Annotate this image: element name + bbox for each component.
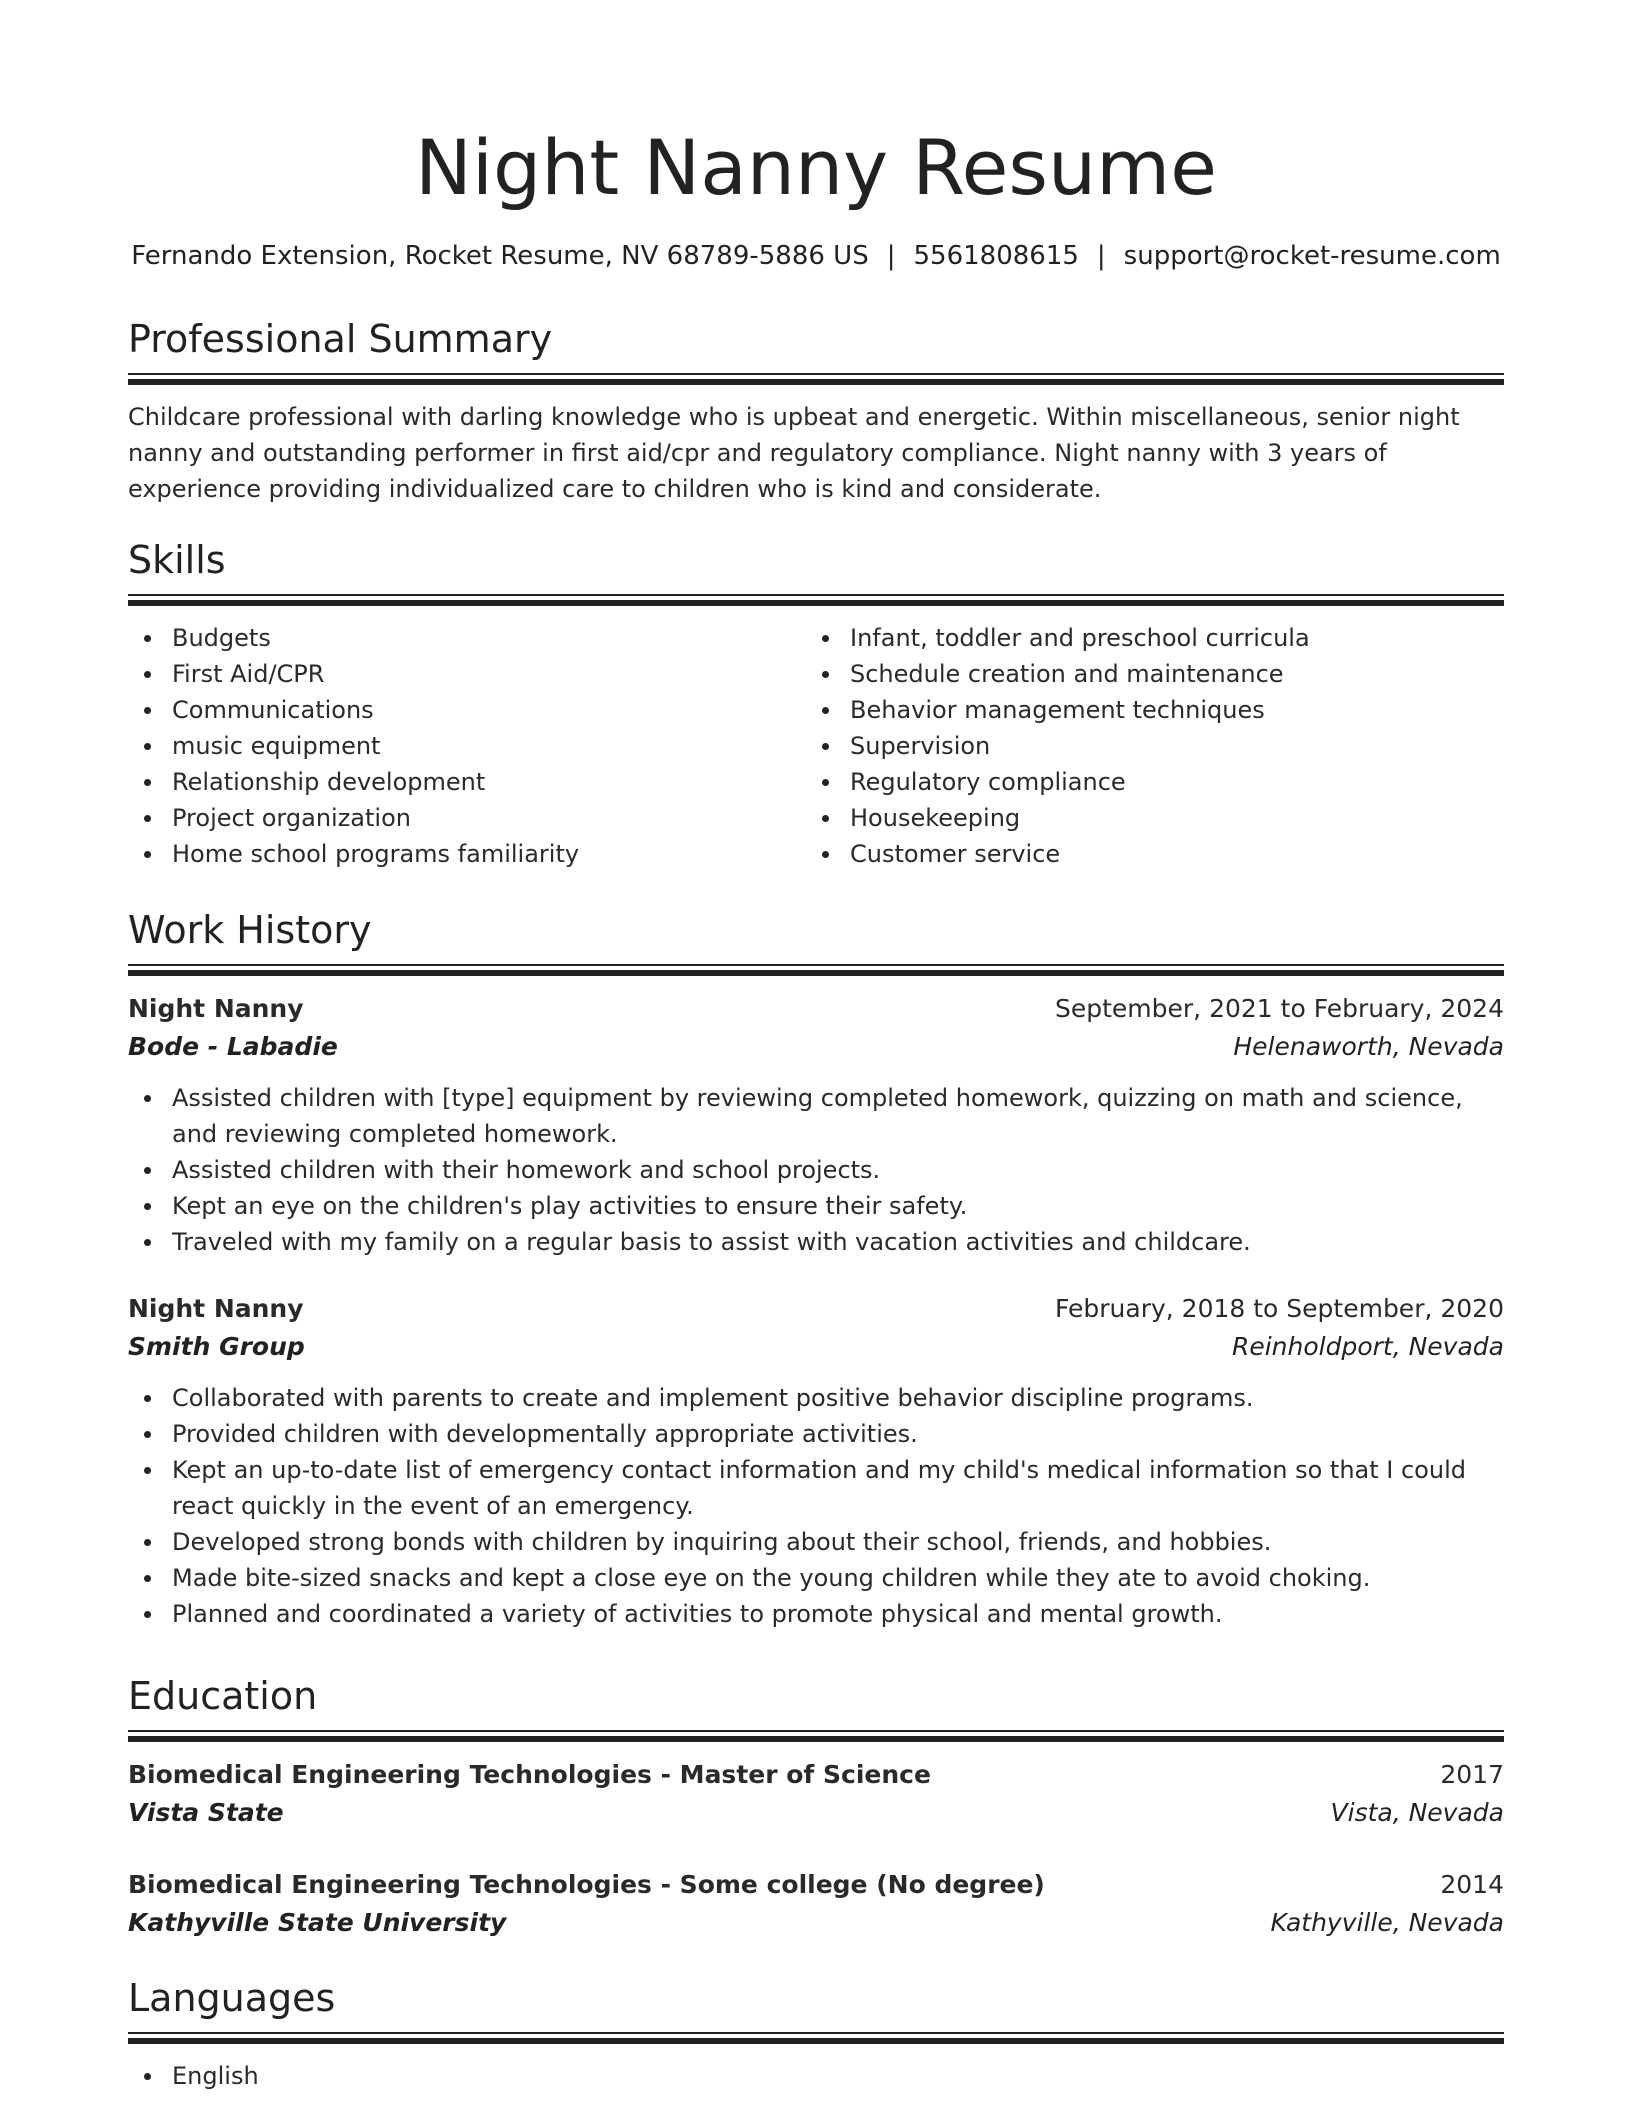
- education-section: [128, 1670, 1504, 1942]
- education-entry: [128, 1866, 1504, 1942]
- skill-item: Budgets: [128, 620, 806, 656]
- contact-email: support@rocket-resume.com: [1123, 241, 1501, 271]
- education-degree: Biomedical Engineering Technologies - Master of Science: [128, 1760, 931, 1789]
- skill-item: Project organization: [128, 800, 806, 836]
- section-divider: [128, 964, 1504, 976]
- job-bullet: Collaborated with parents to create and implement positive behavior discipline programs.: [128, 1380, 1504, 1416]
- section-title-summary: Professional Summary: [128, 317, 553, 361]
- section-divider: [128, 373, 1504, 385]
- job-bullet: Developed strong bonds with children by inquiring about their school, friends, and hobbies.: [128, 1524, 1504, 1560]
- contact-address: Fernando Extension, Rocket Resume, NV 68789-5886 US: [131, 241, 869, 271]
- skill-item: Infant, toddler and preschool curricula: [806, 620, 1484, 656]
- languages-list: [128, 2058, 1504, 2094]
- job-title: Night Nanny: [128, 994, 304, 1023]
- skill-item: First Aid/CPR: [128, 656, 806, 692]
- education-location: Vista, Nevada: [1330, 1798, 1504, 1827]
- skill-item: Communications: [128, 692, 806, 728]
- resume-title: Night Nanny Resume: [415, 123, 1217, 212]
- contact-line: [128, 236, 1504, 276]
- skill-item: Supervision: [806, 728, 1484, 764]
- skill-item: Schedule creation and maintenance: [806, 656, 1484, 692]
- section-title-languages: Languages: [128, 1976, 336, 2020]
- skill-item: Customer service: [806, 836, 1484, 872]
- skill-item: Housekeeping: [806, 800, 1484, 836]
- skills-list-left: [128, 620, 806, 872]
- skill-item: Behavior management techniques: [806, 692, 1484, 728]
- education-entry: [128, 1756, 1504, 1832]
- section-divider: [128, 1730, 1504, 1742]
- education-school: Vista State: [128, 1798, 284, 1827]
- job-entry: [128, 990, 1504, 1260]
- job-dates: February, 2018 to September, 2020: [1055, 1294, 1504, 1323]
- job-bullet: Kept an eye on the children's play activities to ensure their safety.: [128, 1188, 1504, 1224]
- contact-separator: |: [1096, 241, 1106, 271]
- job-bullet: Kept an up-to-date list of emergency contact information and my child's medical information so that I could react quickly in the event of an emergency.: [128, 1452, 1504, 1524]
- education-location: Kathyville, Nevada: [1270, 1908, 1504, 1937]
- skills-columns: [128, 620, 1504, 872]
- section-title-skills: Skills: [128, 538, 226, 582]
- job-dates: September, 2021 to February, 2024: [1055, 994, 1504, 1023]
- job-bullets: [128, 1080, 1504, 1260]
- education-year: 2017: [1440, 1760, 1504, 1789]
- education-school: Kathyville State University: [128, 1908, 507, 1937]
- summary-text: Childcare professional with darling knowledge who is upbeat and energetic. Within miscellaneous, senior night nanny and outstanding performer in first aid/cpr and regulatory compliance. Night nanny with 3 years of experience providing individualized care to children who is kind and considerate.: [128, 403, 1460, 503]
- skill-item: Home school programs familiarity: [128, 836, 806, 872]
- work-history-section: [128, 904, 1504, 1632]
- skill-item: Relationship development: [128, 764, 806, 800]
- skill-item: music equipment: [128, 728, 806, 764]
- contact-phone: 5561808615: [913, 241, 1079, 271]
- job-bullet: Planned and coordinated a variety of activities to promote physical and mental growth.: [128, 1596, 1504, 1632]
- job-company: Bode - Labadie: [128, 1032, 338, 1061]
- job-bullet: Assisted children with their homework and school projects.: [128, 1152, 1504, 1188]
- job-bullet: Provided children with developmentally appropriate activities.: [128, 1416, 1504, 1452]
- skills-list-right: [806, 620, 1484, 872]
- section-divider: [128, 2032, 1504, 2044]
- summary-section: [128, 313, 1504, 507]
- job-bullet: Traveled with my family on a regular basis to assist with vacation activities and childcare.: [128, 1224, 1504, 1260]
- job-bullet: Made bite-sized snacks and kept a close eye on the young children while they ate to avoid choking.: [128, 1560, 1504, 1596]
- skills-section: [128, 534, 1504, 872]
- job-company: Smith Group: [128, 1332, 305, 1361]
- job-bullets: [128, 1380, 1504, 1632]
- skill-item: Regulatory compliance: [806, 764, 1484, 800]
- job-location: Helenaworth, Nevada: [1233, 1032, 1504, 1061]
- education-year: 2014: [1440, 1870, 1504, 1899]
- languages-section: [128, 1972, 1504, 2094]
- section-divider: [128, 594, 1504, 606]
- job-location: Reinholdport, Nevada: [1231, 1332, 1504, 1361]
- education-degree: Biomedical Engineering Technologies - Some college (No degree): [128, 1870, 1045, 1899]
- section-title-education: Education: [128, 1674, 318, 1718]
- language-item: English: [128, 2058, 1504, 2094]
- job-bullet: Assisted children with [type] equipment by reviewing completed homework, quizzing on math and science, and reviewing completed homework.: [128, 1080, 1504, 1152]
- section-title-work: Work History: [128, 908, 372, 952]
- contact-separator: |: [886, 241, 896, 271]
- job-entry: [128, 1290, 1504, 1632]
- job-title: Night Nanny: [128, 1294, 304, 1323]
